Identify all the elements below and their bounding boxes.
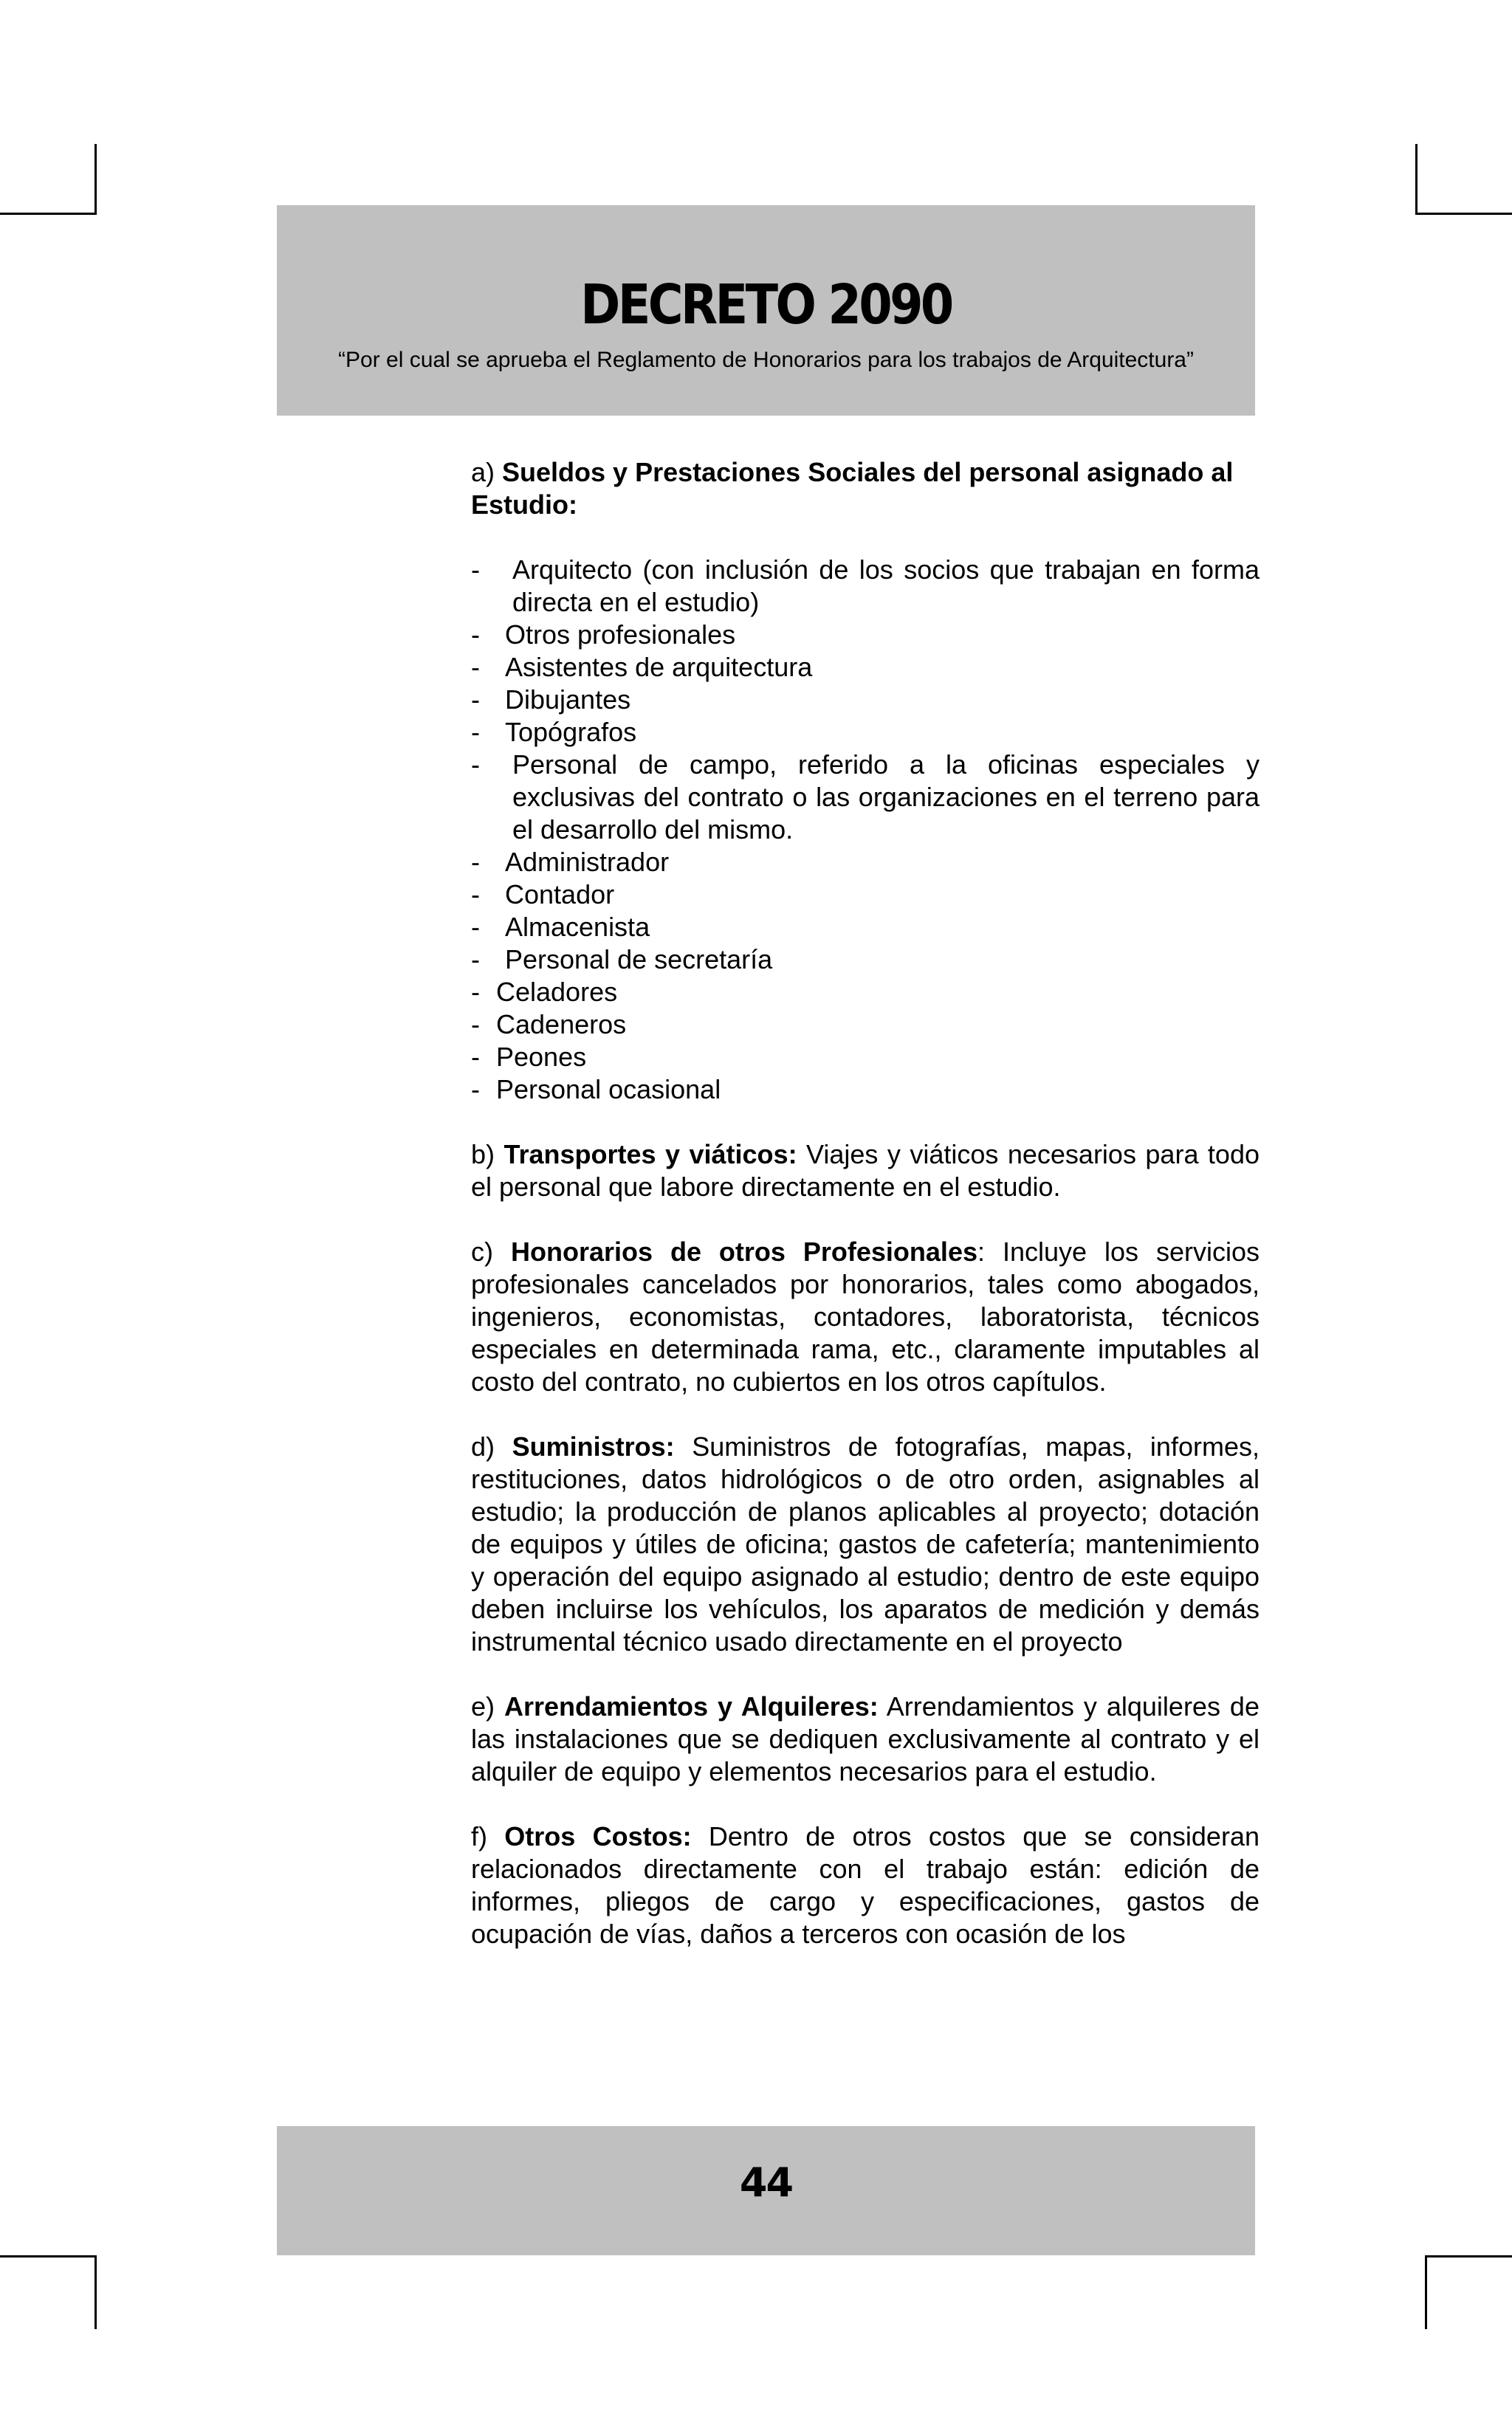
list-item: - Otros profesionales <box>471 619 1260 651</box>
section-d-prefix: d) <box>471 1431 495 1462</box>
list-item: - Arquitecto (con inclusión de los socios que trabajan en forma directa en el estudio) <box>471 554 1260 619</box>
section-b-prefix: b) <box>471 1139 495 1169</box>
list-item: - Personal de campo, referido a la oficinas especiales y exclusivas del contrato o las organizaciones en el terreno para el desarrollo del mismo. <box>471 749 1260 846</box>
list-item: - Celadores <box>471 976 1260 1008</box>
page-header <box>277 205 1255 416</box>
page-footer <box>277 2126 1255 2255</box>
list-item: - Peones <box>471 1041 1260 1073</box>
list-item: - Almacenista <box>471 911 1260 943</box>
page-number: 44 <box>739 2159 793 2206</box>
header-subtitle: “Por el cual se aprueba el Reglamento de Honorarios para los trabajos de Arquitectura” <box>338 348 1194 372</box>
crop-mark-bottom-left-h <box>0 2255 97 2257</box>
crop-mark-top-left-h <box>0 213 97 215</box>
section-c-title: Honorarios de otros Profesionales <box>510 1237 977 1267</box>
section-d <box>471 1431 1260 1658</box>
list-item: - Cadeneros <box>471 1008 1260 1041</box>
page-body <box>471 456 1260 1950</box>
section-c <box>471 1236 1260 1398</box>
section-e-title: Arrendamientos y Alquileres: <box>504 1691 879 1722</box>
list-item: - Administrador <box>471 846 1260 878</box>
section-d-text: Suministros de fotografías, mapas, informes, restituciones, datos hidrológicos o de otro orden, asignables al estudio; la producción de planos aplicables al proyecto; dotación de equipos y útiles de oficina; gastos de cafetería; mantenimiento y operación del equipo asignado al estudio; dentro de este equipo deben incluirse los vehículos, los aparatos de medición y demás instrumental técnico usado directamente en el proyecto <box>471 1431 1260 1657</box>
section-f-title: Otros Costos: <box>504 1821 692 1851</box>
header-title: DECRETO 2090 <box>580 273 952 337</box>
section-e-text: Arrendamientos y alquileres de las instalaciones que se dediquen exclusivamente al contrato y el alquiler de equipo y elementos necesarios para el estudio. <box>471 1691 1260 1787</box>
section-a <box>471 456 1260 521</box>
section-f-prefix: f) <box>471 1821 487 1851</box>
section-e-prefix: e) <box>471 1691 495 1722</box>
section-b <box>471 1138 1260 1203</box>
section-b-title: Transportes y viáticos: <box>504 1139 797 1169</box>
section-c-prefix: c) <box>471 1237 493 1267</box>
crop-mark-top-right-h <box>1415 213 1512 215</box>
section-e <box>471 1691 1260 1788</box>
crop-mark-top-left-v <box>94 144 97 214</box>
list-item: - Personal ocasional <box>471 1073 1260 1106</box>
personnel-list <box>471 554 1260 1106</box>
section-b-text: Viajes y viáticos necesarios para todo el personal que labore directamente en el estudio. <box>471 1139 1260 1202</box>
section-f <box>471 1820 1260 1950</box>
section-d-title: Suministros: <box>512 1431 675 1462</box>
list-item: - Topógrafos <box>471 716 1260 749</box>
section-f-text: Dentro de otros costos que se consideran relacionados directamente con el trabajo están: edición de informes, pliegos de cargo y especificaciones, gastos de ocupación de vías, daños a terceros con ocasión de los <box>471 1821 1260 1949</box>
section-c-text: : Incluye los servicios profesionales cancelados por honorarios, tales como abogados, ingenieros, economistas, contadores, laboratorista, técnicos especiales en determinada rama, etc., claramente imputables al costo del contrato, no cubiertos en los otros capítulos. <box>471 1237 1260 1397</box>
list-item: - Contador <box>471 878 1260 911</box>
list-item: - Asistentes de arquitectura <box>471 651 1260 684</box>
list-item: - Personal de secretaría <box>471 943 1260 976</box>
crop-mark-bottom-left-v <box>94 2255 97 2329</box>
crop-mark-top-right-v <box>1415 144 1418 214</box>
section-a-prefix: a) <box>471 457 495 487</box>
list-item: - Dibujantes <box>471 684 1260 716</box>
section-a-title: Sueldos y Prestaciones Sociales del personal asignado al Estudio: <box>471 457 1234 520</box>
crop-mark-bottom-right-h <box>1425 2255 1512 2257</box>
crop-mark-bottom-right-v <box>1425 2255 1427 2329</box>
